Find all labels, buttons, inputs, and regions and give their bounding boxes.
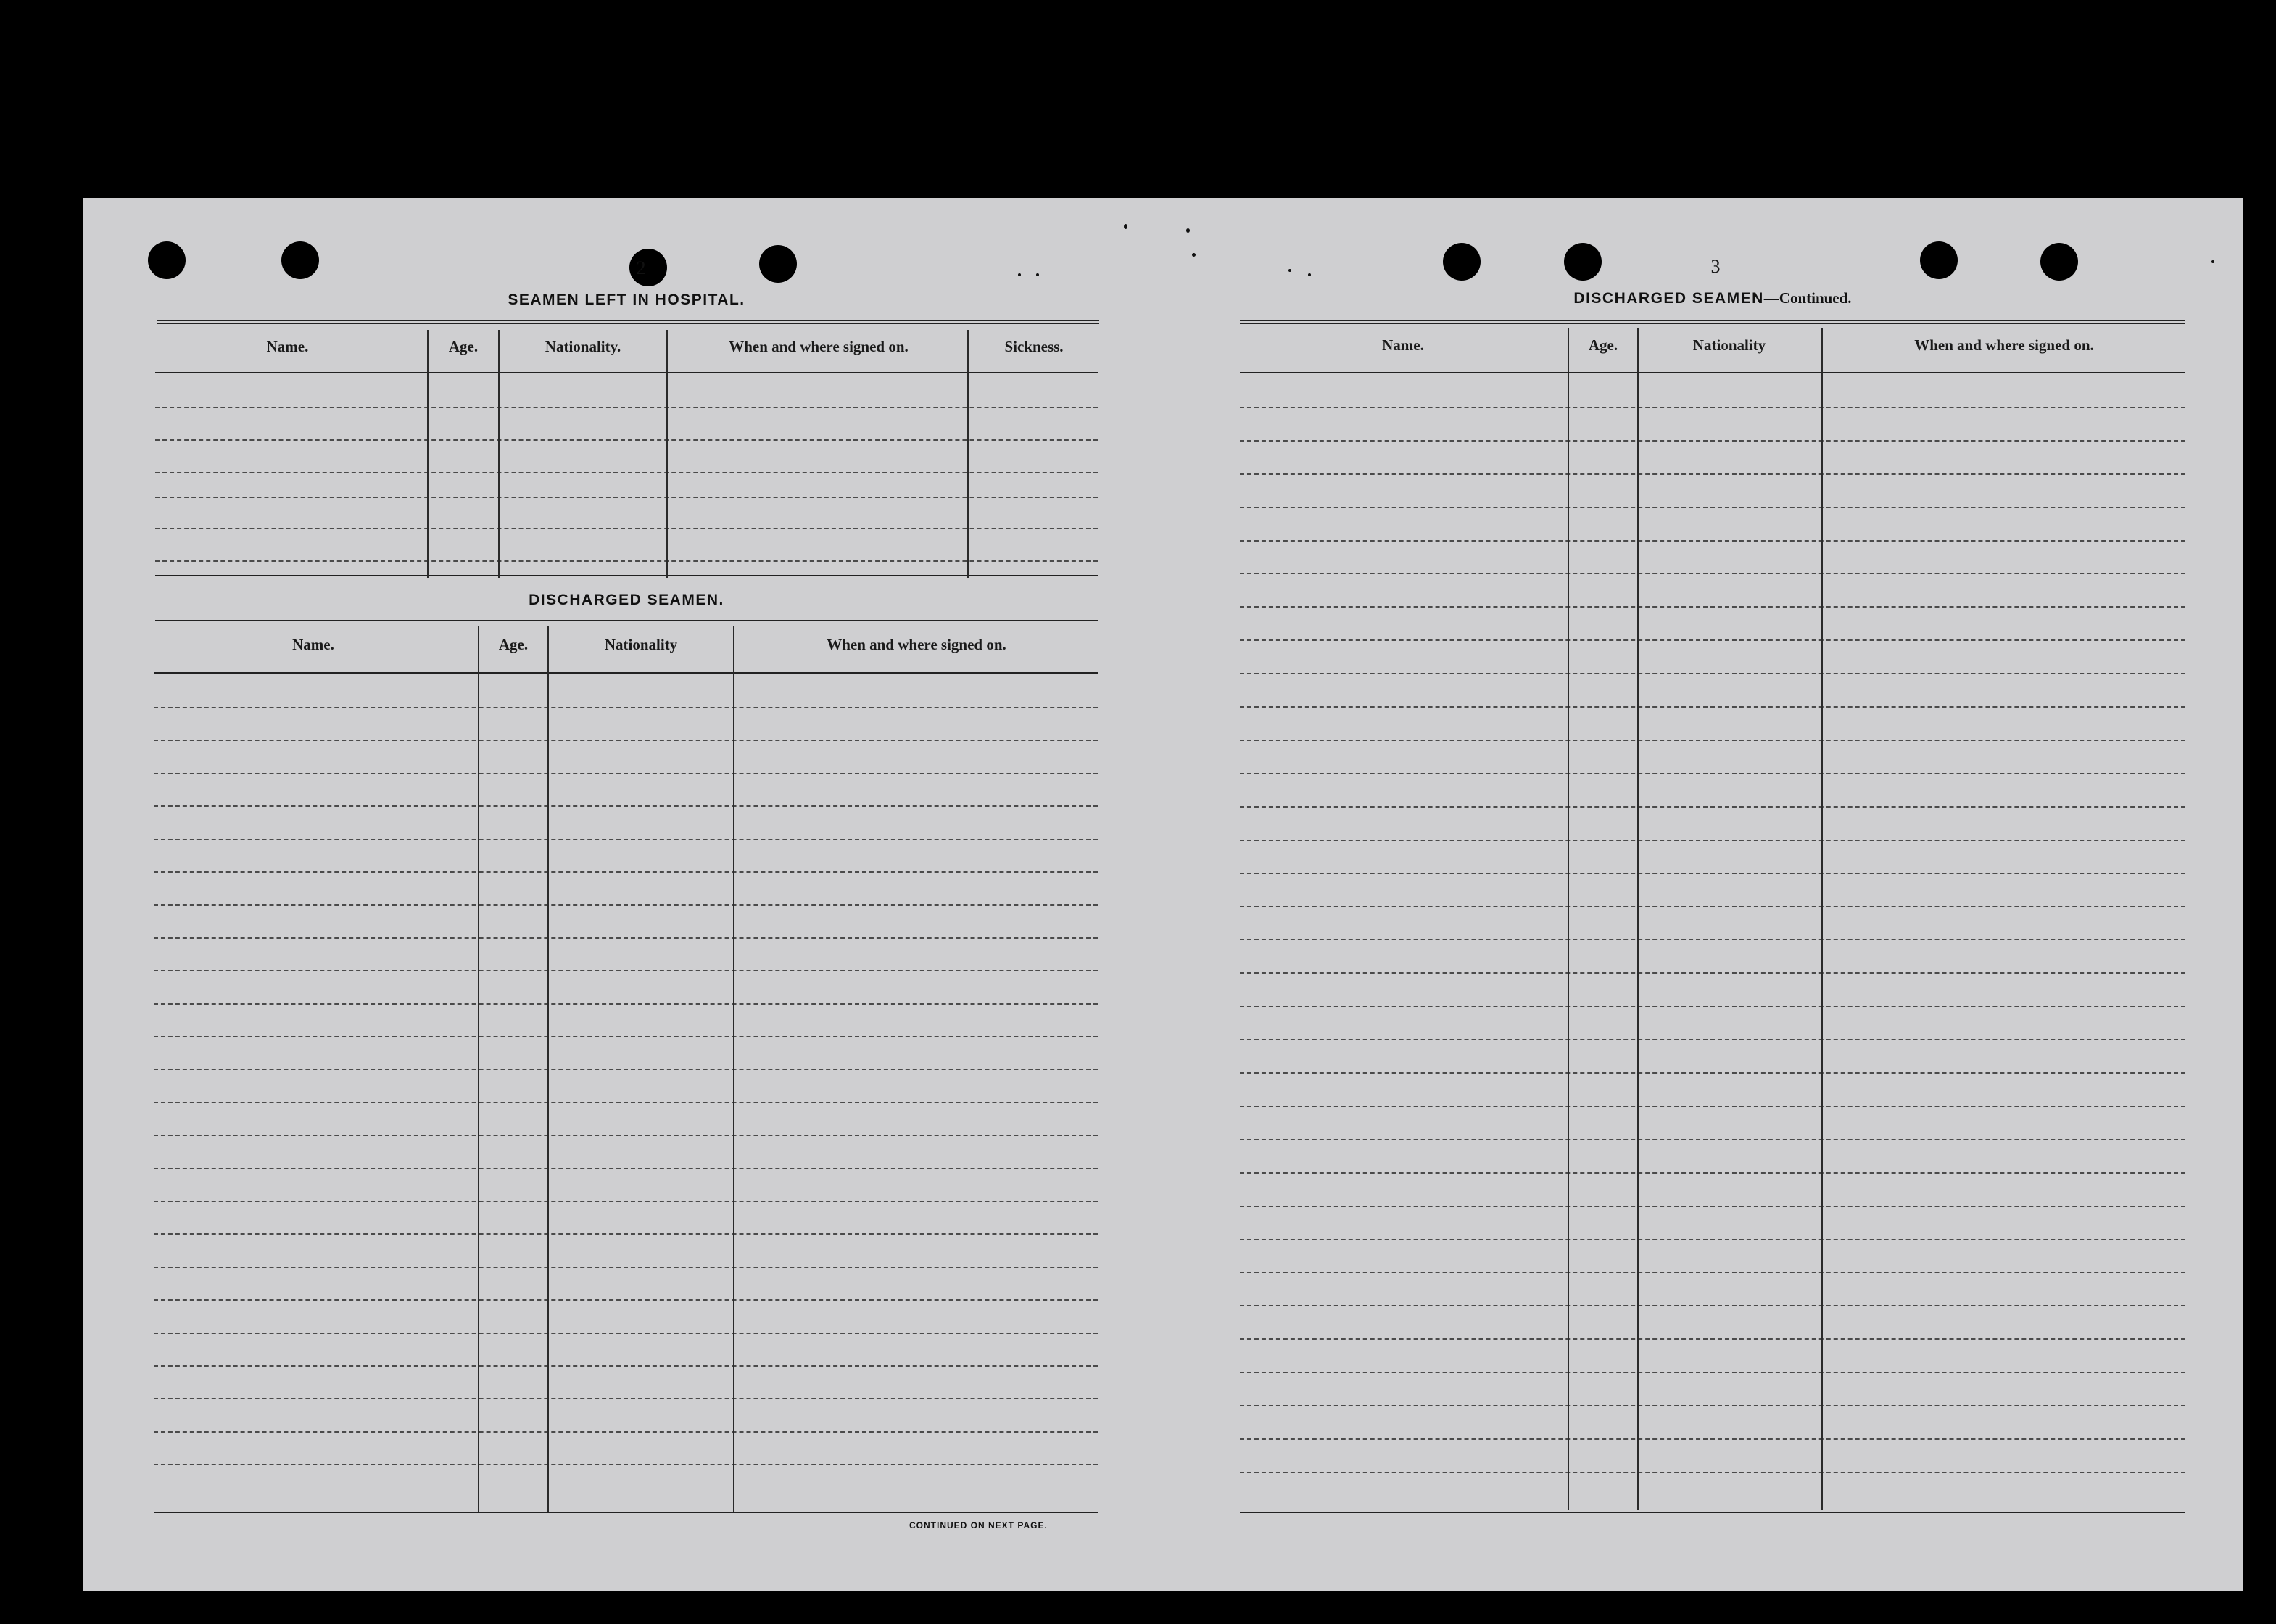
hospital-row-line: [155, 497, 1098, 498]
hospital-section-title: SEAMEN LEFT IN HOSPITAL.: [508, 291, 745, 308]
discharged-row-line: [154, 1069, 1098, 1070]
right-row-line: [1240, 473, 2185, 475]
ink-speck: [2211, 260, 2214, 263]
ink-speck: [1308, 273, 1311, 276]
right-row-line: [1240, 1239, 2185, 1240]
right-row-line: [1240, 1106, 2185, 1107]
discharged-row-line: [154, 970, 1098, 972]
right-row-line: [1240, 573, 2185, 574]
discharged-row-line: [154, 1135, 1098, 1136]
punch-hole: [1443, 243, 1481, 281]
ink-speck: [1186, 228, 1190, 233]
hospital-row-line: [155, 472, 1098, 473]
right-row-line: [1240, 673, 2185, 674]
hospital-col-divider: [666, 330, 668, 578]
right-header-rule: [1240, 372, 2185, 373]
ink-speck: [1036, 273, 1039, 276]
right-row-line: [1240, 1338, 2185, 1340]
hospital-top-rule: [157, 320, 1099, 324]
right-row-line: [1240, 440, 2185, 442]
discharged-row-line: [154, 1201, 1098, 1202]
right-col-name: Name.: [1382, 336, 1424, 354]
right-row-line: [1240, 773, 2185, 774]
ink-speck: [1018, 273, 1021, 276]
ink-speck: [1288, 269, 1291, 272]
discharged-row-line: [154, 773, 1098, 774]
right-row-line: [1240, 1006, 2185, 1007]
discharged-col-divider: [547, 626, 549, 1512]
right-col-divider: [1568, 328, 1569, 1510]
discharged-row-line: [154, 904, 1098, 906]
discharged-continued-label: DISCHARGED SEAMEN: [1573, 290, 1764, 307]
punch-hole: [148, 241, 186, 279]
discharged-row-line: [154, 1168, 1098, 1169]
punch-hole: [1564, 243, 1602, 281]
right-row-line: [1240, 1305, 2185, 1306]
hospital-col-age: Age.: [448, 338, 479, 355]
discharged-row-line: [154, 1365, 1098, 1367]
discharged-row-line: [154, 1464, 1098, 1465]
right-row-line: [1240, 1206, 2185, 1207]
right-row-line: [1240, 540, 2185, 542]
hospital-col-divider: [498, 330, 500, 578]
right-row-line: [1240, 740, 2185, 741]
hospital-col-sickness: Sickness.: [1004, 338, 1064, 355]
discharged-row-line: [154, 1398, 1098, 1399]
discharged-col-divider: [733, 626, 734, 1512]
right-col-nationality: Nationality: [1692, 336, 1766, 354]
right-col-divider: [1637, 328, 1639, 1510]
right-row-line: [1240, 939, 2185, 940]
right-bottom-rule: [1240, 1512, 2185, 1513]
discharged-header-rule: [154, 672, 1098, 674]
right-row-line: [1240, 1272, 2185, 1273]
punch-hole: [1920, 241, 1958, 279]
discharged-section-title: DISCHARGED SEAMEN.: [529, 592, 724, 608]
discharged-col-divider: [478, 626, 479, 1512]
right-col-when-where: When and where signed on.: [1914, 336, 2094, 354]
hospital-col-divider: [967, 330, 969, 578]
discharged-row-line: [154, 937, 1098, 939]
punch-hole: [759, 245, 797, 283]
discharged-bottom-rule: [154, 1512, 1098, 1513]
ink-speck: [1192, 253, 1196, 257]
hospital-col-name: Name.: [266, 338, 309, 355]
right-row-line: [1240, 639, 2185, 641]
right-row-line: [1240, 1039, 2185, 1040]
discharged-row-line: [154, 805, 1098, 807]
page-number-left: 2: [636, 257, 646, 278]
hospital-col-when-where: When and where signed on.: [729, 338, 909, 355]
continued-suffix: —Continued.: [1763, 289, 1852, 307]
discharged-row-line: [154, 1333, 1098, 1334]
discharged-row-line: [154, 871, 1098, 873]
discharged-row-line: [154, 1431, 1098, 1433]
right-row-line: [1240, 1472, 2185, 1473]
right-row-line: [1240, 407, 2185, 408]
right-row-line: [1240, 972, 2185, 974]
right-row-line: [1240, 873, 2185, 874]
hospital-row-line: [155, 439, 1098, 441]
hospital-bottom-rule: [155, 575, 1098, 576]
right-row-line: [1240, 606, 2185, 608]
discharged-row-line: [154, 1267, 1098, 1268]
right-top-rule: [1240, 320, 2185, 324]
discharged-row-line: [154, 740, 1098, 741]
right-row-line: [1240, 507, 2185, 508]
page-number-right: 3: [1710, 256, 1721, 277]
discharged-col-nationality: Nationality: [604, 636, 678, 653]
hospital-row-line: [155, 407, 1098, 408]
discharged-col-age: Age.: [498, 636, 529, 653]
right-row-line: [1240, 840, 2185, 841]
continued-note: CONTINUED ON NEXT PAGE.: [909, 1520, 1048, 1530]
hospital-col-divider: [427, 330, 429, 578]
discharged-row-line: [154, 1233, 1098, 1235]
discharged-row-line: [154, 1036, 1098, 1037]
right-row-line: [1240, 1139, 2185, 1140]
right-col-divider: [1821, 328, 1823, 1510]
right-col-age: Age.: [1588, 336, 1618, 354]
punch-hole: [281, 241, 319, 279]
right-row-line: [1240, 1438, 2185, 1440]
right-row-line: [1240, 706, 2185, 708]
ledger-sheet: [83, 198, 2243, 1591]
right-row-line: [1240, 806, 2185, 808]
punch-hole: [2040, 243, 2078, 281]
right-row-line: [1240, 1172, 2185, 1174]
discharged-col-name: Name.: [292, 636, 334, 653]
ink-speck: [1124, 224, 1127, 229]
discharged-row-line: [154, 707, 1098, 708]
hospital-row-line: [155, 528, 1098, 529]
discharged-row-line: [154, 1102, 1098, 1103]
right-row-line: [1240, 1405, 2185, 1406]
discharged-row-line: [154, 1003, 1098, 1005]
discharged-row-line: [154, 1299, 1098, 1301]
discharged-col-when-where: When and where signed on.: [827, 636, 1006, 653]
discharged-continued-title: [1241, 289, 2184, 307]
right-row-line: [1240, 906, 2185, 907]
hospital-col-nationality: Nationality.: [545, 338, 621, 355]
discharged-row-line: [154, 839, 1098, 840]
discharged-top-rule: [155, 620, 1098, 624]
hospital-row-line: [155, 560, 1098, 562]
right-row-line: [1240, 1372, 2185, 1373]
hospital-header-rule: [155, 372, 1098, 373]
right-row-line: [1240, 1072, 2185, 1074]
